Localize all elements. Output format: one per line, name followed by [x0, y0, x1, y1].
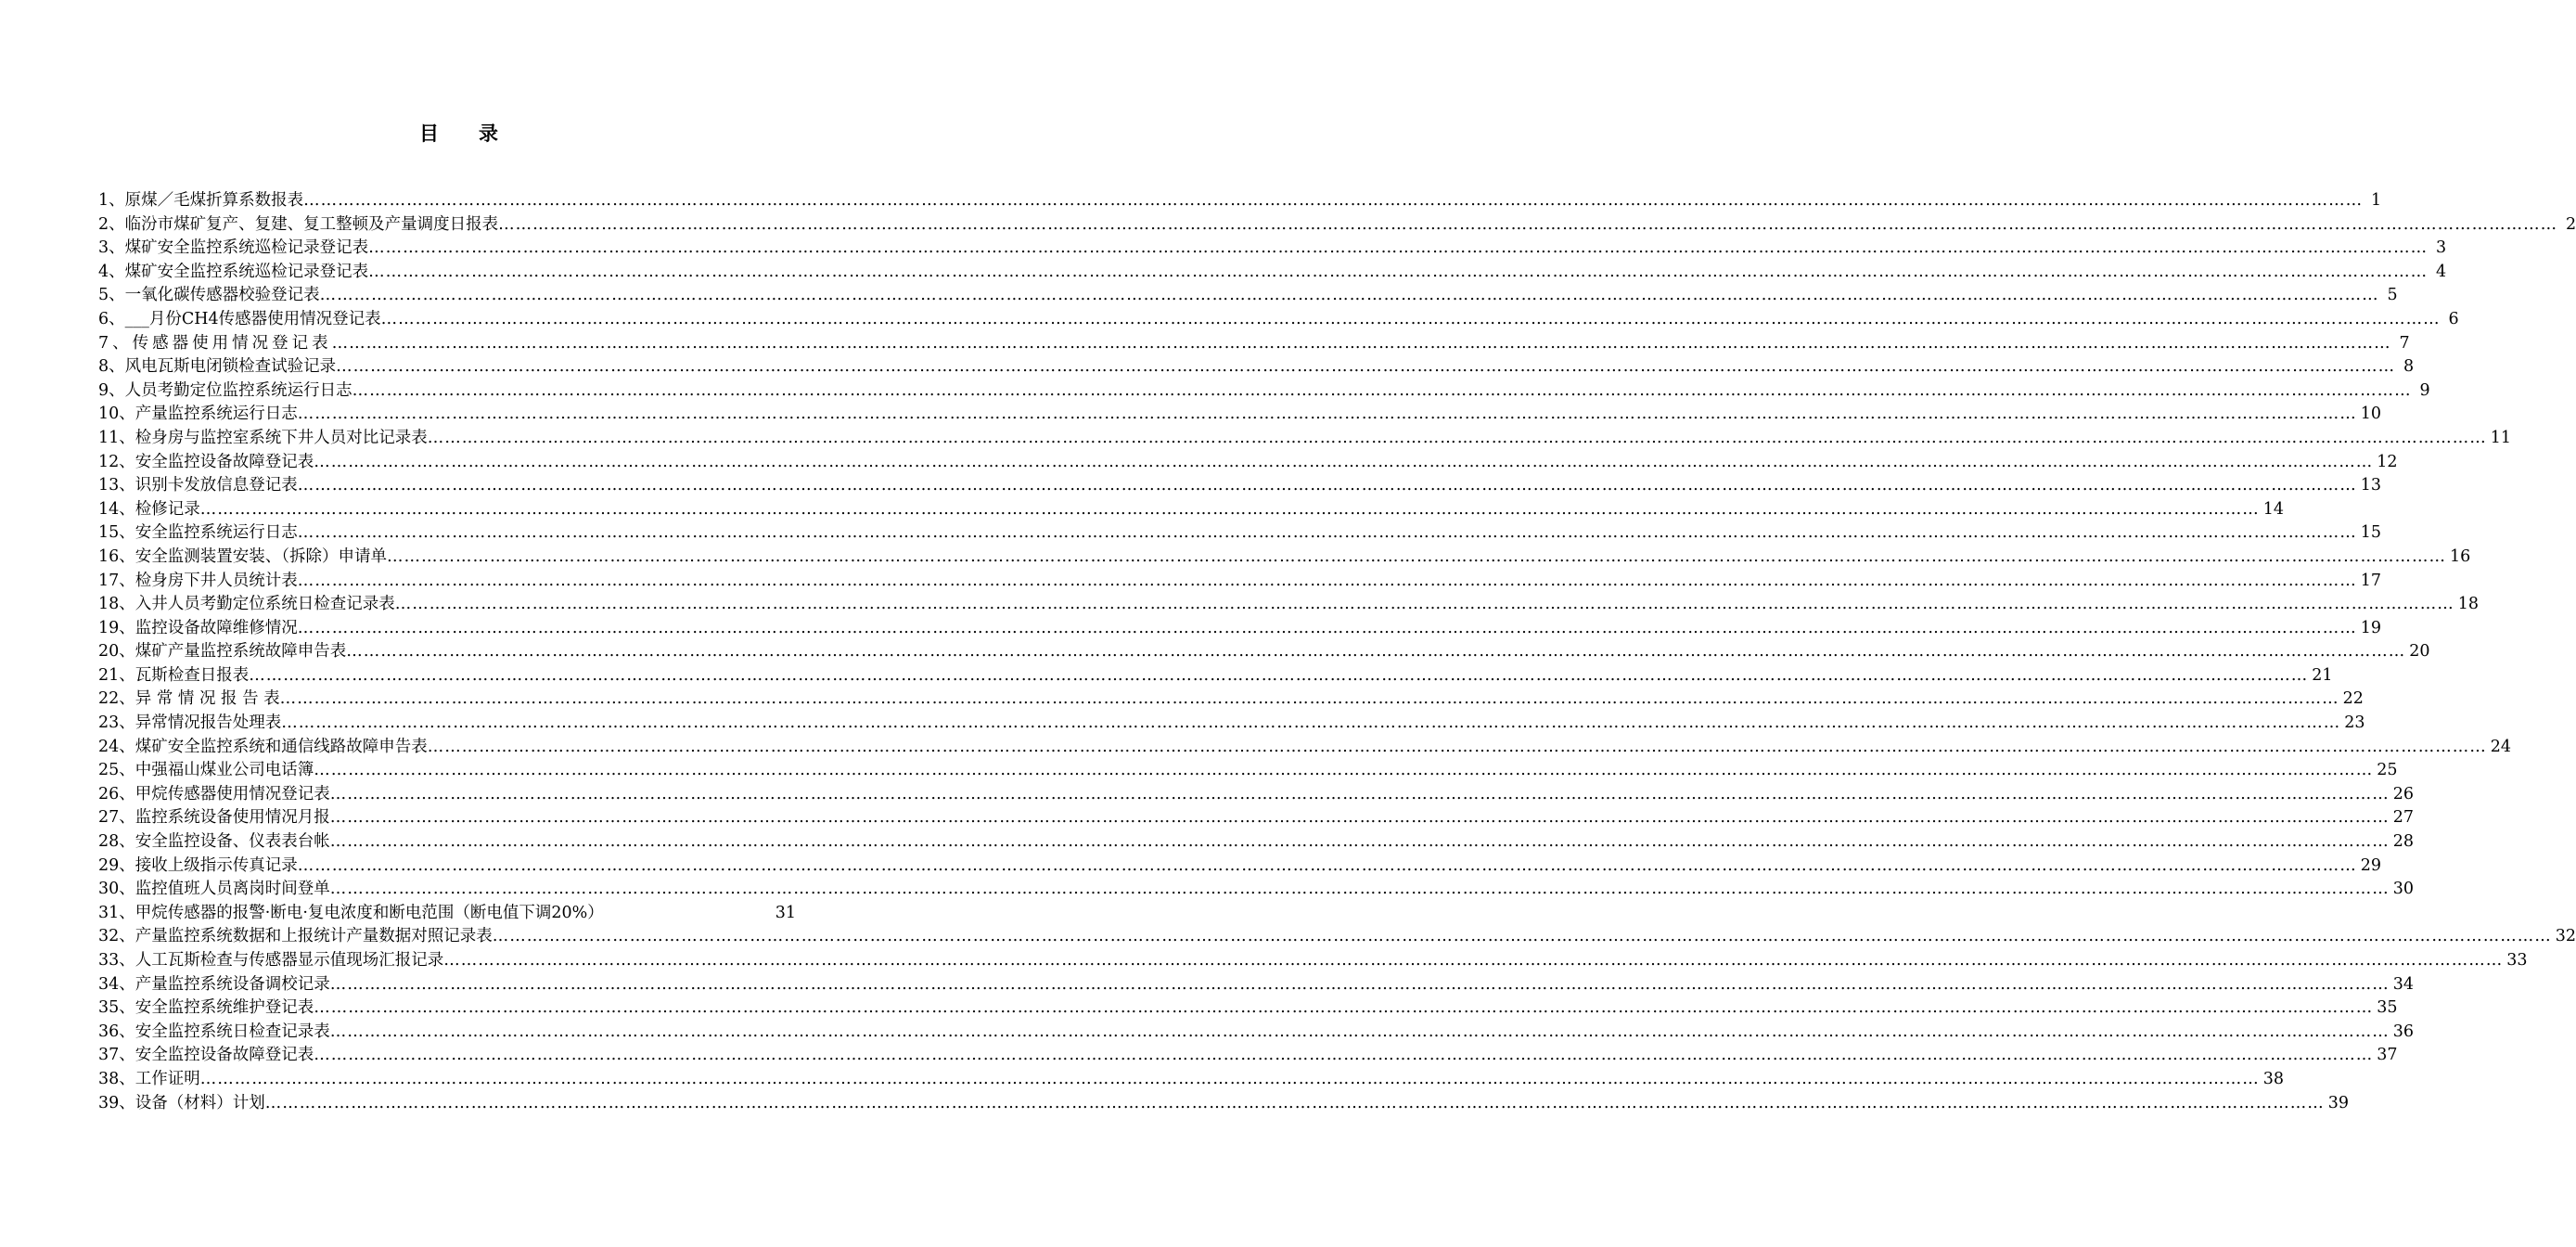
toc-entry[interactable] — [98, 806, 2415, 830]
toc-leader-dots: ……………………………………………………………………………………………………………………………………………………………………………………………………………………………………………………………………………………………………………………………… — [249, 665, 2309, 685]
toc-page-number: 29 — [2360, 855, 2382, 875]
toc-leader-dots: ……………………………………………………………………………………………………………………………………………………………………………………………………………………………………………………………………………………………………………………………… — [199, 1069, 2260, 1088]
title-part-2: 录 — [479, 122, 499, 145]
toc-leader-dots: ……………………………………………………………………………………………………………………………………………………………………………………………………………………………………………………………………………………………………………………………… — [394, 595, 2454, 614]
toc-entry[interactable] — [98, 736, 2512, 760]
toc-page-number: 6 — [2448, 309, 2459, 328]
toc-entry[interactable] — [98, 617, 2382, 641]
toc-entry-title: 33、人工瓦斯检查与传感器显示值现场汇报记录 — [98, 951, 444, 970]
toc-leader-dots: ……………………………………………………………………………………………………………………………………………………………………………………………………………………………………………………………………………………………………………………………… — [329, 1022, 2390, 1041]
toc-entry[interactable] — [98, 213, 2576, 238]
toc-entry-title: 11、检身房与监控室系统下井人员对比记录表 — [98, 428, 428, 447]
toc-page-number: 8 — [2403, 357, 2415, 377]
toc-page-number: 5 — [2387, 286, 2398, 305]
toc-page-number: 30 — [2392, 880, 2415, 899]
toc-page-number: 4 — [2436, 262, 2447, 281]
toc-leader-dots: ……………………………………………………………………………………………………………………………………………………………………………………………………………………………………………………………………………………………………………………………… — [199, 499, 2260, 519]
toc-entry[interactable] — [98, 570, 2382, 594]
toc-page-number: 2 — [2566, 214, 2576, 234]
toc-entry-title: 23、异常情况报告处理表 — [98, 713, 282, 733]
toc-leader-dots: ……………………………………………………………………………………………………………………………………………………………………………………………………………………………………………………………………………………………………………………………… — [329, 784, 2390, 803]
toc-leader-dots: ……………………………………………………………………………………………………………………………………………………………………………………………………………………………………………………………………………………………………………………………… — [387, 546, 2447, 566]
toc-page-number: 36 — [2392, 1022, 2415, 1041]
toc-entry-title: 39、设备（材料）计划 — [98, 1093, 265, 1112]
toc-leader-dots: ……………………………………………………………………………………………………………………………………………………………………………………………………………………………………………………………………………………………………………………………… — [427, 428, 2487, 447]
toc-entry[interactable] — [98, 925, 2576, 949]
toc-leader-dots: ……………………………………………………………………………………………………………………………………………………………………………………………………………………………………………………………………………………………………………………………… — [264, 1093, 2325, 1112]
toc-entry-title: 18、入井人员考勤定位系统日检查记录表 — [98, 595, 395, 614]
toc-entry-title: 10、产量监控系统运行日志 — [98, 405, 298, 424]
toc-leader-dots: ……………………………………………………………………………………………………………………………………………………………………………………………………………………………………………………………………………………………………………………………… — [380, 309, 2441, 328]
toc-leader-dots: ……………………………………………………………………………………………………………………………………………………………………………………………………………………………………………………………………………………………………………………………… — [368, 262, 2429, 281]
toc-entry[interactable] — [98, 783, 2415, 807]
toc-entry-title: 26、甲烷传感器使用情况登记表 — [98, 784, 330, 803]
toc-entry-title: 36、安全监控系统日检查记录表 — [98, 1022, 330, 1041]
toc-page-number: 13 — [2360, 476, 2382, 495]
toc-leader-dots: ……………………………………………………………………………………………………………………………………………………………………………………………………………………………………………………………………………………………………………………………… — [279, 689, 2339, 709]
toc-entry-title: 32、产量监控系统数据和上报统计产量数据对照记录表 — [98, 927, 493, 946]
toc-leader-dots: ……………………………………………………………………………………………………………………………………………………………………………………………………………………………………………………………………………………………………………………………… — [329, 880, 2390, 899]
toc-entry-title: 31、甲烷传感器的报警·断电·复电浓度和断电范围（断电值下调20%） — [98, 903, 604, 922]
toc-entry-title: 15、安全监控系统运行日志 — [98, 523, 298, 543]
toc-entry-title: 25、中强福山煤业公司电话簿 — [98, 761, 314, 780]
toc-page-number: 11 — [2490, 428, 2512, 447]
toc-entry-title: 8、风电瓦斯电闭锁检查试验记录 — [98, 357, 337, 377]
page-title — [0, 119, 918, 147]
toc-entry-title: 17、检身房下井人员统计表 — [98, 571, 298, 590]
toc-leader-dots: ……………………………………………………………………………………………………………………………………………………………………………………………………………………………………………………………………………………………………………………………… — [297, 523, 2357, 543]
title-part-1: 目 — [419, 122, 440, 145]
toc-entry-title: 2、临汾市煤矿复产、复建、复工整顿及产量调度日报表 — [98, 214, 499, 234]
toc-leader-dots: ……………………………………………………………………………………………………………………………………………………………………………………………………………………………………………………………………………………………………………………………… — [443, 951, 2504, 970]
toc-entry-title: 27、监控系统设备使用情况月报 — [98, 808, 330, 828]
toc-entry-title: 34、产量监控系统设备调校记录 — [98, 974, 330, 994]
toc-leader-dots: ……………………………………………………………………………………………………………………………………………………………………………………………………………………………………………………………………………………………………………………………… — [352, 380, 2412, 400]
toc-entry[interactable] — [98, 1068, 2285, 1092]
toc-page-number: 18 — [2457, 595, 2480, 614]
toc-leader-dots: ……………………………………………………………………………………………………………………………………………………………………………………………………………………………………………………………………………………………………………………………… — [297, 571, 2357, 590]
toc-page-number: 9 — [2419, 380, 2430, 400]
toc-entry[interactable] — [98, 855, 2382, 879]
toc-page-number: 39 — [2327, 1093, 2350, 1112]
toc-entry-title: 22、异 常 情 况 报 告 表 — [98, 689, 280, 709]
toc-entry[interactable] — [98, 688, 2364, 712]
toc-page-number: 31 — [775, 903, 796, 922]
toc-page-number: 17 — [2360, 571, 2382, 590]
toc-page-number: 1 — [2371, 191, 2382, 210]
toc-entry-title: 35、安全监控系统维护登记表 — [98, 998, 314, 1018]
toc-entry-title: 21、瓦斯检查日报表 — [98, 665, 250, 685]
toc-entry[interactable] — [98, 308, 2459, 332]
toc-entry[interactable] — [98, 332, 2410, 356]
toc-leader-dots: ……………………………………………………………………………………………………………………………………………………………………………………………………………………………………………………………………………………………………………………………… — [314, 452, 2374, 471]
toc-page-number: 19 — [2360, 618, 2382, 637]
toc-entry[interactable] — [98, 1092, 2350, 1116]
toc-entry-title: 24、煤矿安全监控系统和通信线路故障申告表 — [98, 737, 428, 756]
toc-page-number: 15 — [2360, 523, 2382, 543]
toc-entry[interactable] — [98, 712, 2365, 736]
toc-entry[interactable] — [98, 1021, 2415, 1045]
toc-leader-dots: ……………………………………………………………………………………………………………………………………………………………………………………………………………………………………………………………………………………………………………………………… — [427, 737, 2487, 756]
toc-leader-dots: ……………………………………………………………………………………………………………………………………………………………………………………………………………………………………………………………………………………………………………………………… — [281, 713, 2341, 733]
toc-entry-title: 28、安全监控设备、仪表表台帐 — [98, 832, 330, 852]
toc-entry[interactable] — [98, 996, 2398, 1021]
toc-entry-title: 7、传感器使用情况登记表 — [98, 333, 332, 353]
toc-page-number: 16 — [2450, 546, 2471, 566]
toc-entry[interactable] — [98, 189, 2382, 213]
toc-leader-dots: ……………………………………………………………………………………………………………………………………………………………………………………………………………………………………………………………………………………………………………………………… — [314, 998, 2374, 1018]
toc-page-number: 33 — [2506, 951, 2528, 970]
toc-page-number: 25 — [2377, 761, 2398, 780]
toc-entry-title: 37、安全监控设备故障登记表 — [98, 1046, 314, 1065]
toc-page-number: 27 — [2392, 808, 2415, 828]
toc-leader-dots: ……………………………………………………………………………………………………………………………………………………………………………………………………………………………………………………………………………………………………………………………… — [297, 476, 2357, 495]
toc-entry-title: 5、一氧化碳传感器校验登记表 — [98, 286, 320, 305]
toc-leader-dots: ……………………………………………………………………………………………………………………………………………………………………………………………………………………………………………………………………………………………………………………………… — [492, 927, 2552, 946]
table-of-contents — [98, 189, 2576, 1115]
toc-leader-dots: ……………………………………………………………………………………………………………………………………………………………………………………………………………………………………………………………………………………………………………………………… — [303, 191, 2364, 210]
toc-entry-title: 4、煤矿安全监控系统巡检记录登记表 — [98, 262, 369, 281]
toc-entry-title: 12、安全监控设备故障登记表 — [98, 452, 314, 471]
toc-page-number: 20 — [2409, 642, 2430, 662]
toc-page-number: 28 — [2392, 832, 2415, 852]
toc-entry[interactable] — [98, 284, 2398, 308]
toc-entry[interactable] — [98, 498, 2285, 522]
toc-entry[interactable] — [98, 379, 2430, 404]
toc-entry[interactable] — [98, 593, 2480, 617]
toc-leader-dots: ……………………………………………………………………………………………………………………………………………………………………………………………………………………………………………………………………………………………………………………………… — [329, 832, 2390, 852]
toc-page-number: 37 — [2377, 1046, 2398, 1065]
toc-entry[interactable] — [98, 237, 2447, 261]
toc-page-number: 24 — [2490, 737, 2512, 756]
toc-entry[interactable] — [98, 546, 2471, 570]
toc-entry[interactable] — [98, 451, 2398, 475]
toc-entry[interactable] — [98, 1044, 2398, 1068]
toc-entry-title: 3、煤矿安全监控系统巡检记录登记表 — [98, 238, 369, 258]
toc-entry[interactable] — [98, 640, 2430, 664]
toc-entry[interactable] — [98, 403, 2382, 427]
toc-entry[interactable] — [98, 427, 2512, 451]
toc-entry-title: 14、检修记录 — [98, 499, 200, 519]
toc-leader-dots: ……………………………………………………………………………………………………………………………………………………………………………………………………………………………………………………………………………………………………………………………… — [329, 808, 2390, 828]
toc-entry-title: 19、监控设备故障维修情况 — [98, 618, 298, 637]
toc-entry-title: 1、原煤／毛煤折算系数报表 — [98, 191, 304, 210]
toc-entry-title: 9、人员考勤定位监控系统运行日志 — [98, 380, 352, 400]
toc-entry[interactable] — [98, 474, 2382, 498]
toc-page-number: 7 — [2399, 333, 2410, 353]
toc-entry-title: 30、监控值班人员离岗时间登单 — [98, 880, 330, 899]
toc-leader-dots: ……………………………………………………………………………………………………………………………………………………………………………………………………………………………………………………………………………………………………………………………… — [498, 214, 2558, 234]
toc-leader-dots: ……………………………………………………………………………………………………………………………………………………………………………………………………………………………………………………………………………………………………………………………… — [297, 855, 2357, 875]
toc-entry[interactable] — [98, 830, 2415, 855]
toc-entry-title: 16、安全监测装置安装、（拆除）申请单 — [98, 546, 388, 566]
toc-leader-dots: ……………………………………………………………………………………………………………………………………………………………………………………………………………………………………………………………………………………………………………………………… — [314, 1046, 2374, 1065]
toc-page-number: 12 — [2377, 452, 2398, 471]
toc-page-number: 14 — [2262, 499, 2285, 519]
toc-entry[interactable] — [98, 973, 2415, 997]
toc-page-number: 32 — [2555, 927, 2576, 946]
toc-leader-dots: ……………………………………………………………………………………………………………………………………………………………………………………………………………………………………………………………………………………………………………………………… — [297, 618, 2357, 637]
toc-entry-title: 38、工作证明 — [98, 1069, 200, 1088]
toc-page-number: 21 — [2312, 665, 2333, 685]
toc-leader-dots: ……………………………………………………………………………………………………………………………………………………………………………………………………………………………………………………………………………………………………………………………… — [368, 238, 2429, 258]
toc-page-number: 3 — [2436, 238, 2447, 258]
toc-entry[interactable] — [98, 902, 796, 926]
toc-entry-title: 13、识别卡发放信息登记表 — [98, 476, 298, 495]
toc-entry[interactable] — [98, 664, 2333, 688]
toc-entry[interactable] — [98, 878, 2415, 902]
toc-leader-dots: ……………………………………………………………………………………………………………………………………………………………………………………………………………………………………………………………………………………………………………………………… — [314, 761, 2374, 780]
toc-page-number: 22 — [2342, 689, 2364, 709]
toc-page-number: 26 — [2392, 784, 2415, 803]
toc-leader-dots: ……………………………………………………………………………………………………………………………………………………………………………………………………………………………………………………………………………………………………………………………… — [336, 357, 2396, 377]
toc-entry[interactable] — [98, 949, 2528, 973]
toc-entry-title: 20、煤矿产量监控系统故障申告表 — [98, 642, 347, 662]
toc-entry[interactable] — [98, 759, 2398, 783]
toc-leader-dots: ……………………………………………………………………………………………………………………………………………………………………………………………………………………………………………………………………………………………………………………………… — [297, 405, 2357, 424]
toc-page-number: 34 — [2392, 974, 2415, 994]
toc-entry[interactable] — [98, 521, 2382, 546]
toc-page-number: 23 — [2344, 713, 2365, 733]
toc-entry-title: 29、接收上级指示传真记录 — [98, 855, 298, 875]
toc-page-number: 35 — [2377, 998, 2398, 1018]
toc-entry-title: 6、___月份CH4传感器使用情况登记表 — [98, 309, 381, 328]
toc-leader-dots: ……………………………………………………………………………………………………………………………………………………………………………………………………………………………………………………………………………………………………………………………… — [329, 974, 2390, 994]
toc-entry[interactable] — [98, 355, 2415, 379]
toc-leader-dots: ……………………………………………………………………………………………………………………………………………………………………………………………………………………………………………………………………………………………………………………………… — [346, 642, 2406, 662]
toc-entry[interactable] — [98, 261, 2447, 285]
toc-page-number: 38 — [2262, 1069, 2285, 1088]
toc-leader-dots: ……………………………………………………………………………………………………………………………………………………………………………………………………………………………………………………………………………………………………………………………… — [319, 286, 2379, 305]
toc-leader-dots: ……………………………………………………………………………………………………………………………………………………………………………………………………………………………………………………………………………………………………………………………… — [331, 333, 2391, 353]
toc-page-number: 10 — [2360, 405, 2382, 424]
